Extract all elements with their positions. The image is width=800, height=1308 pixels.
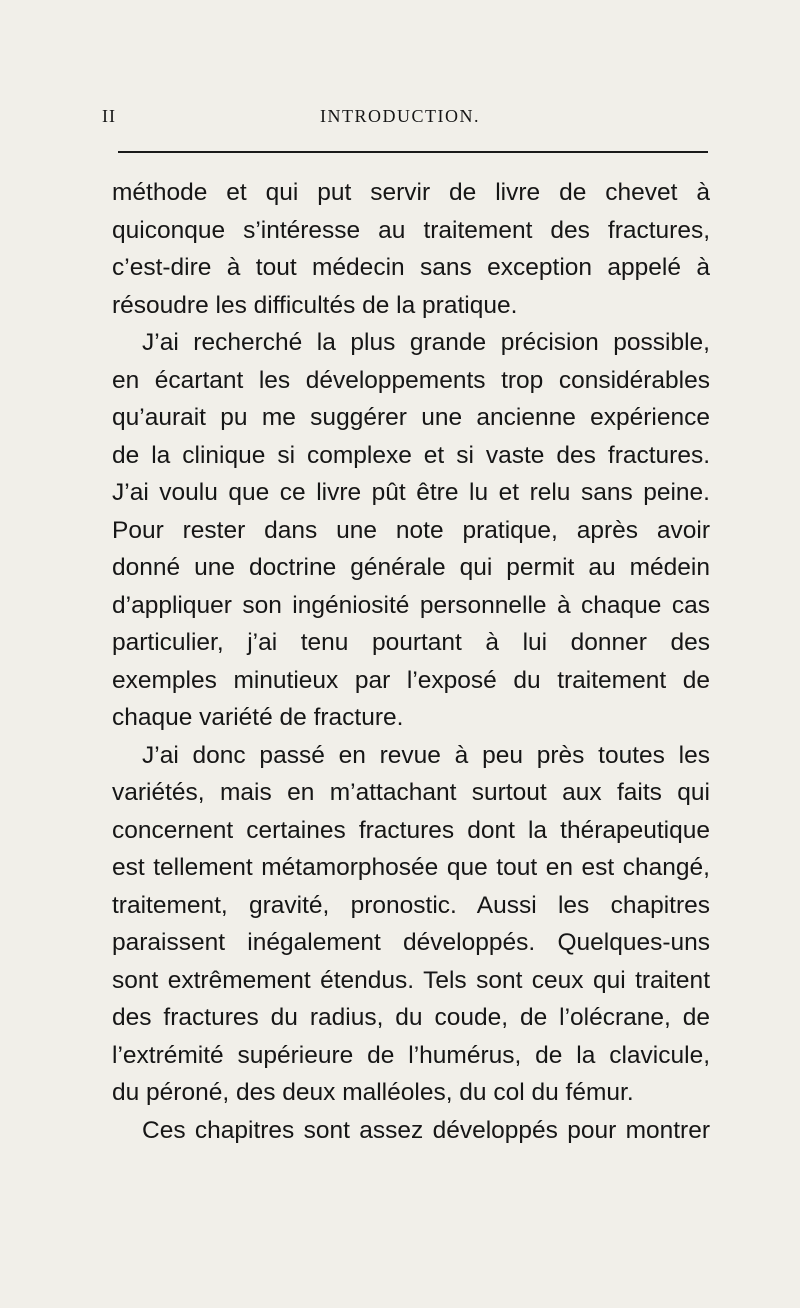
text-line: concernent certaines fractures dont la thérapeutique — [112, 816, 710, 844]
text-line: de la clinique si complexe et si vaste des fractures. — [112, 441, 710, 469]
text-line: est tellement métamorphosée que tout en est changé, — [112, 854, 710, 881]
text-line: Pour rester dans une note pratique, après avoir — [112, 516, 710, 544]
text-line: donné une doctrine générale qui permit au médein — [112, 554, 710, 581]
running-title: INTRODUCTION. — [320, 106, 480, 126]
text-line: paraissent inégalement développés. Quelques-uns — [112, 929, 710, 956]
page-number: II — [102, 106, 116, 126]
text-line: J’ai donc passé en revue à peu près toutes les — [142, 741, 710, 769]
text-line: sont extrêmement étendus. Tels sont ceux qui traitent — [112, 966, 710, 994]
text-line: particulier, j’ai tenu pourtant à lui donner des — [112, 629, 710, 656]
text-line: traitement, gravité, pronostic. Aussi les chapitres — [112, 891, 710, 919]
text-line: J’ai recherché la plus grande précision possible, — [142, 329, 710, 356]
text-line: chaque variété de fracture. — [112, 704, 404, 731]
text-line: c’est-dire à tout médecin sans exception appelé à — [112, 254, 710, 281]
text-line: Ces chapitres sont assez développés pour montrer — [142, 1116, 710, 1144]
body-text — [112, 174, 710, 1149]
text-line: d’appliquer son ingéniosité personnelle à chaque cas — [112, 591, 710, 619]
text-line: quiconque s’intéresse au traitement des fractures, — [112, 216, 710, 244]
text-line: méthode et qui put servir de livre de chevet à — [112, 179, 710, 206]
text-line: résoudre les difficultés de la pratique. — [112, 291, 518, 319]
text-line: exemples minutieux par l’exposé du traitement de — [112, 666, 710, 694]
running-header — [0, 102, 800, 132]
text-line: des fractures du radius, du coude, de l’olécrane, de — [112, 1004, 710, 1031]
text-line: qu’aurait pu me suggérer une ancienne expérience — [112, 404, 710, 431]
text-line: J’ai voulu que ce livre pût être lu et relu sans peine. — [112, 479, 710, 506]
header-rule — [118, 151, 708, 153]
text-line: du péroné, des deux malléoles, du col du fémur. — [112, 1079, 634, 1106]
text-line: l’extrémité supérieure de l’humérus, de la clavicule, — [112, 1041, 710, 1069]
text-line: en écartant les développements trop considérables — [112, 366, 710, 394]
text-line: variétés, mais en m’attachant surtout aux faits qui — [112, 779, 710, 806]
